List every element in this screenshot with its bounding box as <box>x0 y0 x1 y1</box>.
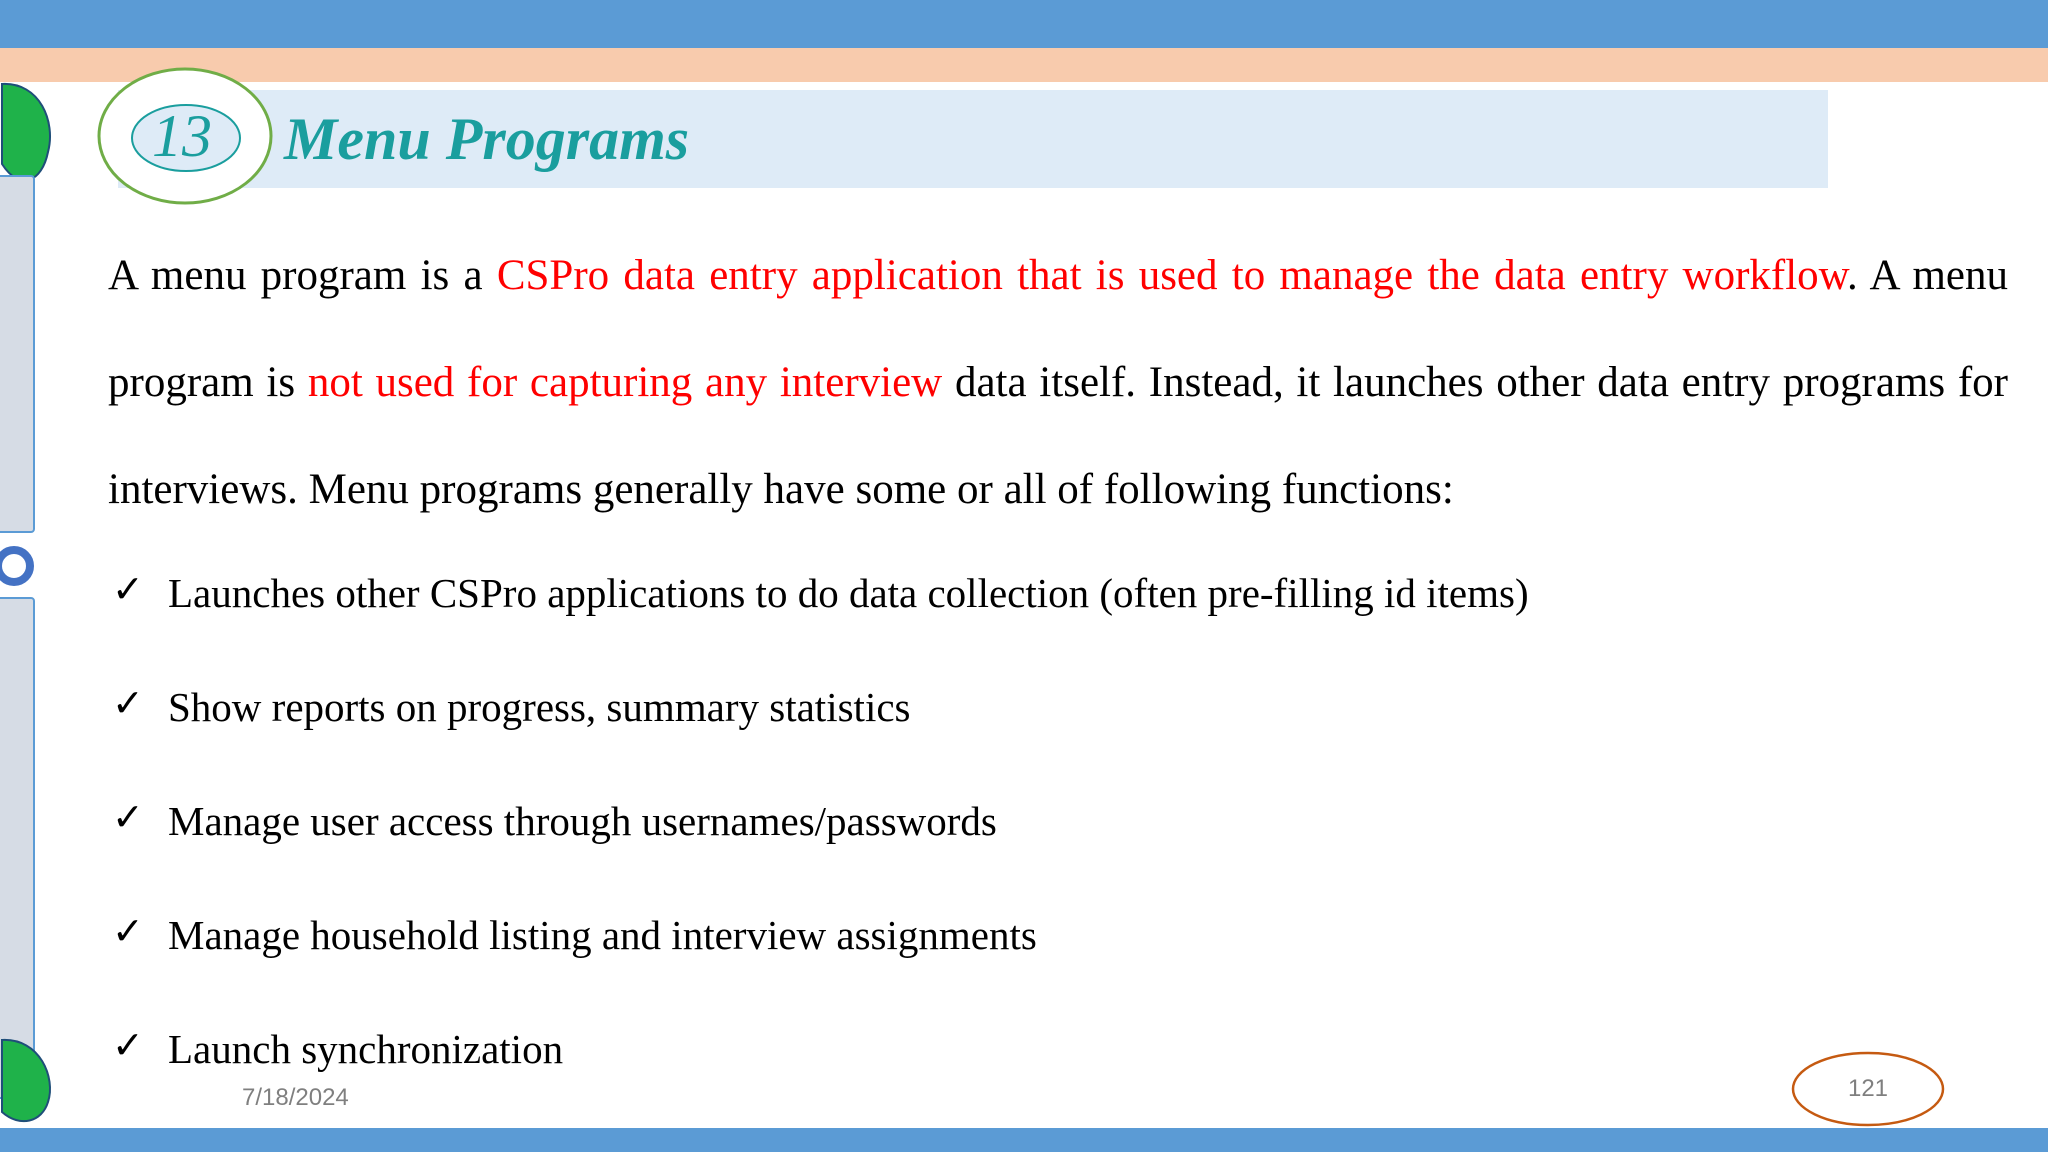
intro-highlight-2: not used for capturing any interview <box>307 359 943 406</box>
slide-number: 13 <box>152 103 212 169</box>
checkmark-icon: ✓ <box>112 567 144 611</box>
intro-text-2: . A menu program is <box>108 252 2009 406</box>
intro-text-3: data itself. Instead, it launches other data entry programs for interviews. Menu programs generally have some or all of following functions: <box>108 359 2008 513</box>
list-item-text: Launch synchronization <box>168 1026 564 1072</box>
left-decoration <box>0 82 60 1128</box>
bottom-blue-bar <box>0 1128 2048 1152</box>
list-item <box>112 784 1812 898</box>
list-item-text: Launches other CSPro applications to do data collection (often pre-filling id items) <box>168 570 1529 616</box>
page-number: 121 <box>1847 1075 1889 1102</box>
list-item-text: Manage user access through usernames/passwords <box>168 798 997 844</box>
list-item <box>112 1012 1812 1126</box>
footer-date: 7/18/2024 <box>242 1084 349 1111</box>
list-item <box>112 670 1812 784</box>
function-list <box>112 556 1812 1126</box>
slide-title: Menu Programs <box>284 106 690 172</box>
list-item <box>112 556 1812 670</box>
peach-stripe <box>0 48 2048 82</box>
intro-highlight-1: CSPro data entry application that is used to manage the data entry workflow <box>496 252 1847 299</box>
list-item <box>112 898 1812 1012</box>
list-item-text: Show reports on progress, summary statistics <box>168 684 911 730</box>
intro-text-1: A menu program is a <box>108 252 497 299</box>
intro-paragraph <box>108 222 2008 543</box>
checkmark-icon: ✓ <box>112 681 144 725</box>
top-blue-bar <box>0 0 2048 48</box>
checkmark-icon: ✓ <box>112 795 144 839</box>
list-item-text: Manage household listing and interview assignments <box>168 912 1037 958</box>
checkmark-icon: ✓ <box>112 1023 144 1067</box>
checkmark-icon: ✓ <box>112 909 144 953</box>
